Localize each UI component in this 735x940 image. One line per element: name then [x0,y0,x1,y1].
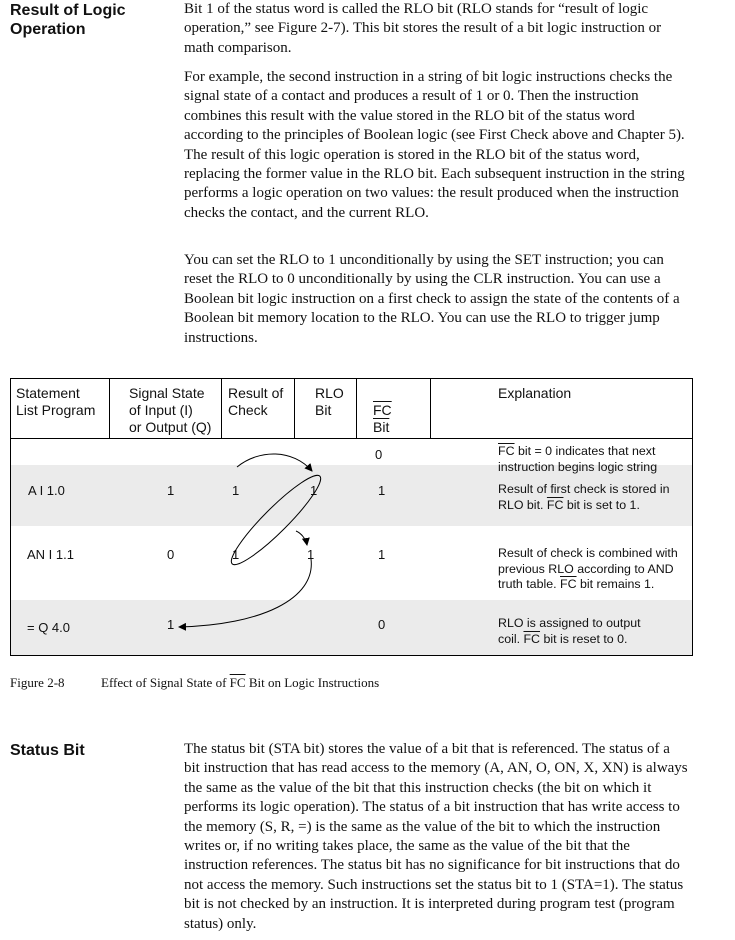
arrow-rlo-to-output [179,559,311,627]
fc-overline-label: $\overline{FC}$ [229,675,246,690]
row1-signal: 1 [167,483,175,498]
row2-program: AN I 1.1 [27,547,74,562]
rlo-paragraph-3: You can set the RLO to 1 unconditionally by using the SET instruction; you can reset the RLO to 0 unconditionally by using the CLR instruction. You can use a Boolean bit logic instruction on a first check to assign the state of the contents of a Boolean bit memory location to the RLO. You can use the RLO to trigger jump instructions. [184,252,680,346]
row1-expl-line2-post: bit is set to 1. [563,497,640,512]
status-paragraph: The status bit (STA bit) stores the value of a bit that is referenced. The status of a bit instruction that has read access to the memory (A, AN, O, ON, X, XN) is always the same as the value of the bit that this instruction checks (the bit on which it performs its logic operation). The status of a bit instruction that has write access to the memory (S, R, =) is the same as the value of the bit to which the instruction writes or, if no writing takes place, the same as the value of the bit that the instruction references. The status bit has no significance for bit instructions that do not access the memory. Such instructions set the status bit to 1 (STA=1). The status bit is not checked by an instruction. It is interpreted during program test (program status) only. [184,741,688,932]
arrow-rlo-to-next [296,531,307,545]
fc-overline-label: $\overline{FC}$ [560,577,577,591]
row0-expl-line2: instruction begins logic string [498,459,658,474]
fc-overline-label: $\overline{FC}$ [546,497,564,512]
combine-loop [224,468,329,573]
status-section-heading: Status Bit [10,742,85,759]
row1-rlo: 1 [310,483,318,498]
row3-fc: 0 [378,617,386,632]
row1-result: 1 [232,483,240,498]
row3-expl-line1: RLO is assigned to output [498,616,641,630]
row3-program: = Q 4.0 [27,620,70,635]
fc-overline-label: $\overline{FC}$ [523,631,541,646]
fc-overline-label: $\overline{FC}$ [498,444,515,458]
row2-expl-line3-post: bit remains 1. [576,577,655,591]
header-signal-state: Signal State of Input (I) or Output (Q) [129,385,212,435]
row1-program: A I 1.0 [28,483,65,498]
figure-caption [101,675,379,691]
rlo-heading-line1: Result of Logic [10,2,126,19]
row2-fc: 1 [378,547,386,562]
logic-table [10,378,693,656]
header-result-check: Result of Check [228,385,284,418]
rlo-paragraph-2: For example, the second instruction in a string of bit logic instructions checks the signal state of a contact and produces a result of 1 or 0. Then the instruction combines this result with the value stored in the RLO bit of the status word according to the principles of Boolean logic (see First Check above and Chapter 5). The result of this logic operation is stored in the RLO bit of the status word, replacing the former value in the RLO bit. Each subsequent instruction in the string performs a logic operation on two values: the result produced when the instruction checks the contact, and the current RLO. [184,69,685,221]
caption-text-post: Bit on Logic Instructions [245,675,380,690]
rlo-heading-line2: Operation [10,21,86,38]
rlo-paragraph-1: Bit 1 of the status word is called the RLO bit (RLO stands for “result of logic operation,” see Figure 2-7). This bit stores the result of a bit logic instruction or math comparison. [184,1,662,56]
row3-expl-line2-pre: coil. [498,631,524,646]
row0-expl-line1-rest: bit = 0 indicates that next [514,444,656,458]
header-explanation: Explanation [498,385,572,401]
arrow-result-to-rlo [237,454,312,471]
figure-number: Figure 2-8 [10,675,65,690]
row3-expl-line2-post: bit is reset to 0. [540,631,628,646]
row2-expl-line1: Result of check is combined with [498,546,678,560]
header-program: Statement List Program [16,385,96,418]
header-rlo-bit: RLO Bit [315,385,344,418]
header-fc-label: FC Bit [373,402,392,435]
row3-signal: 1 [167,617,175,632]
row2-expl-line2: previous RLO according to AND [498,561,674,576]
row2-result: 1 [232,547,240,562]
row2-expl-line3-pre: truth table. [498,577,560,591]
row1-expl-line2-pre: RLO bit. [498,497,547,512]
rlo-section-heading [10,1,126,39]
rlo-flow-diagram [11,379,692,655]
row2-rlo: 1 [307,547,315,562]
row0-fc: 0 [375,447,383,462]
caption-text-pre: Effect of Signal State of [101,675,230,690]
row2-signal: 0 [167,547,175,562]
row1-fc: 1 [378,483,386,498]
row1-expl-line1: Result of first check is stored in [498,482,670,496]
